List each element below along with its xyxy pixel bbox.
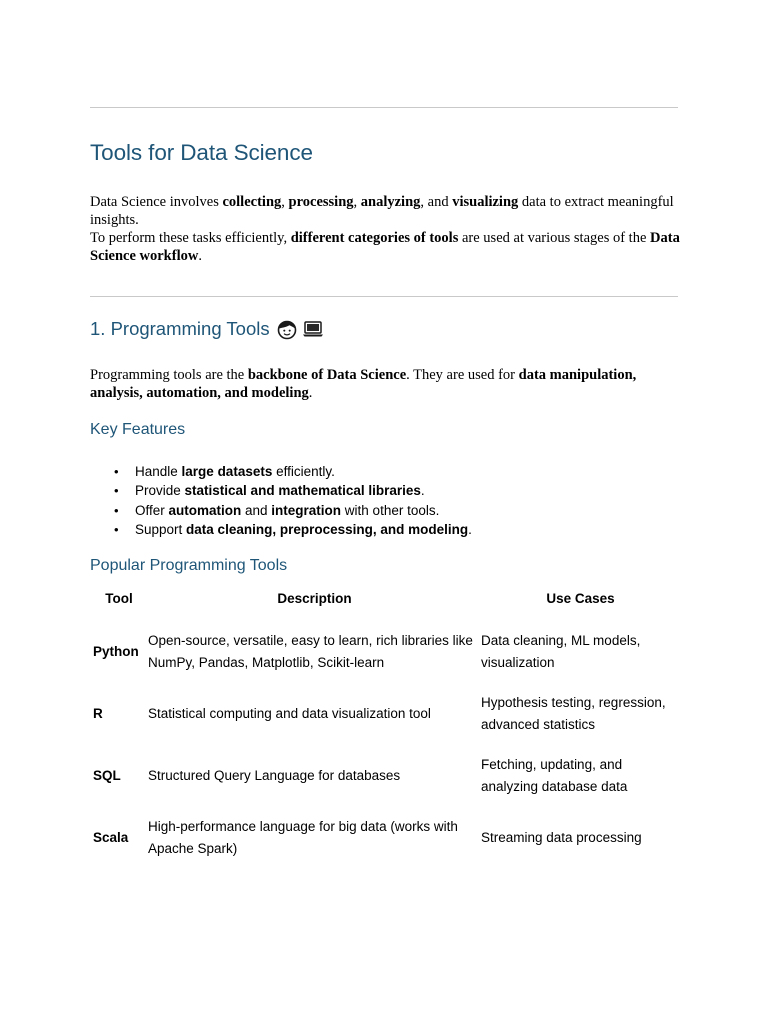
- intro-bold: analyzing: [360, 194, 421, 210]
- table-row: [90, 686, 680, 748]
- laptop-icon: [302, 320, 324, 338]
- intro-bold: processing: [288, 194, 354, 210]
- page-title: Tools for Data Science: [90, 140, 313, 165]
- section-heading-text: 1. Programming Tools: [90, 318, 270, 339]
- intro-paragraph: [90, 193, 690, 265]
- list-item: • Offer automation and integration with other tools.: [114, 502, 440, 518]
- table-header-row: [90, 588, 680, 624]
- paragraph-text: . They are used for: [406, 367, 519, 383]
- key-features-list: [112, 462, 472, 539]
- cell-use-cases: Hypothesis testing, regression, advanced statistics: [481, 695, 666, 732]
- intro-text: are used at various stages of the: [458, 230, 651, 246]
- cell-tool: R: [93, 706, 103, 721]
- intro-text: To perform these tasks efficiently,: [90, 230, 291, 246]
- cell-description: Statistical computing and data visualization tool: [148, 706, 431, 721]
- popular-tools-heading: Popular Programming Tools: [90, 557, 288, 574]
- technologist-face-icon: [276, 318, 298, 340]
- programming-tools-paragraph: [90, 366, 690, 402]
- intro-bold: different categories of tools: [290, 230, 459, 246]
- column-header-use-cases: Use Cases: [546, 591, 615, 606]
- paragraph-bold: data manipulation, analysis, automation, and modeling: [90, 367, 637, 401]
- intro-text: ,: [281, 194, 289, 210]
- intro-bold: collecting: [222, 194, 282, 210]
- cell-description: High-performance language for big data (works with Apache Spark): [148, 819, 458, 856]
- key-features-heading: Key Features: [90, 421, 186, 438]
- programming-tools-table: [90, 588, 680, 872]
- cell-tool: Scala: [93, 830, 129, 845]
- paragraph-bold: backbone of Data Science: [247, 367, 407, 383]
- intro-text: Data Science involves: [90, 194, 223, 210]
- cell-tool: Python: [93, 644, 139, 659]
- top-divider: [90, 107, 678, 108]
- cell-use-cases: Data cleaning, ML models, visualization: [481, 633, 641, 670]
- column-header-description: Description: [277, 591, 352, 606]
- table-row: [90, 624, 680, 686]
- table-row: [90, 748, 680, 810]
- paragraph-text: Programming tools are the: [90, 367, 248, 383]
- list-item: • Provide statistical and mathematical libraries.: [114, 483, 425, 499]
- intro-text: data to extract meaningful insights.: [90, 194, 674, 228]
- column-header-tool: Tool: [105, 591, 133, 606]
- intro-text: , and: [420, 194, 453, 210]
- cell-description: Open-source, versatile, easy to learn, rich libraries like NumPy, Pandas, Matplotlib, Scikit-learn: [148, 633, 473, 670]
- table-row: [90, 810, 680, 872]
- paragraph-text: .: [308, 385, 313, 401]
- intro-bold: visualizing: [452, 194, 519, 210]
- section-heading: [90, 318, 324, 340]
- list-item: • Support data cleaning, preprocessing, and modeling.: [114, 521, 472, 537]
- cell-tool: SQL: [93, 768, 121, 783]
- cell-description: Structured Query Language for databases: [148, 768, 401, 783]
- intro-text: .: [198, 248, 202, 264]
- cell-use-cases: Fetching, updating, and analyzing database data: [481, 757, 628, 794]
- intro-text: ,: [353, 194, 361, 210]
- cell-use-cases: Streaming data processing: [481, 830, 642, 845]
- list-item: • Handle large datasets efficiently.: [114, 464, 335, 479]
- intro-bold: Data Science workflow: [90, 230, 680, 264]
- section-divider: [90, 296, 678, 297]
